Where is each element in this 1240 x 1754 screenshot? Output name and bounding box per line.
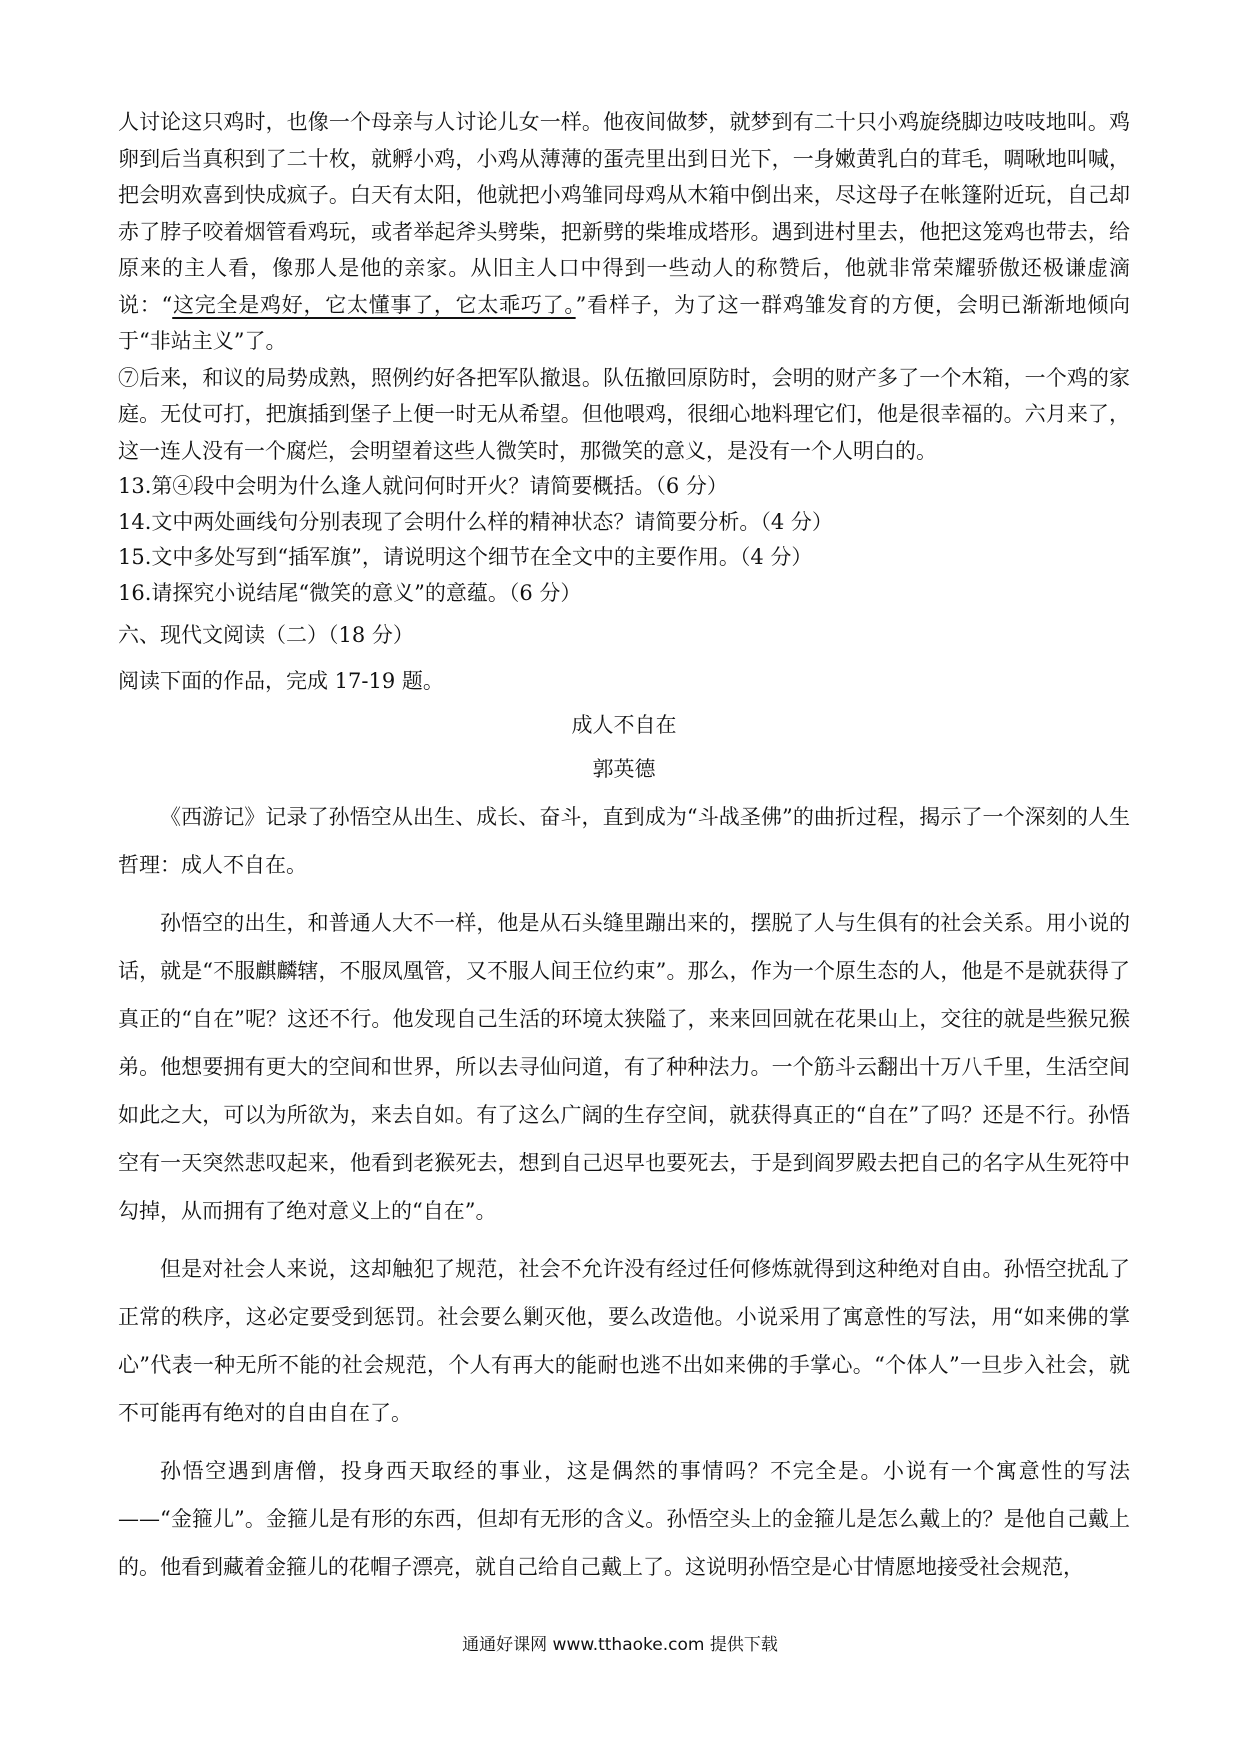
document-page bbox=[118, 104, 1130, 1591]
question-14: 14.文中两处画线句分别表现了会明什么样的精神状态？请简要分析。（4 分） bbox=[118, 509, 833, 534]
continued-story-text bbox=[118, 104, 1130, 469]
article-paragraph: 孙悟空的出生，和普通人大不一样，他是从石头缝里蹦出来的，摆脱了人与生俱有的社会关系。用小说的话，就是“不服麒麟辖，不服凤凰管，又不服人间王位约束”。那么，作为一个原生态的人，他是不是就获得了真正的“自在”呢？这还不行。他发现自己生活的环境太狭隘了，来来回回就在花果山上，交往的就是些猴兄猴弟。他想要拥有更大的空间和世界，所以去寻仙问道，有了种种法力。一个筋斗云翻出十万八千里，生活空间如此之大，可以为所欲为，来去自如。有了这么广阔的生存空间，就获得真正的“自在”了吗？还是不行。孙悟空有一天突然悲叹起来，他看到老猴死去，想到自己迟早也要死去，于是到阎罗殿去把自己的名字从生死符中勾掉，从而拥有了绝对意义上的“自在”。 bbox=[118, 911, 1130, 1223]
story-paragraph-7: ⑦后来，和议的局势成熟，照例约好各把军队撤退。队伍撤回原防时，会明的财产多了一个木箱，一个鸡的家庭。无仗可打，把旗插到堡子上便一时无从希望。但他喂鸡，很细心地料理它们，他是很幸福的。六月来了，这一连人没有一个腐烂，会明望着这些人微笑时，那微笑的意义，是没有一个人明白的。 bbox=[118, 365, 1130, 463]
article-author: 郭英德 bbox=[592, 757, 656, 781]
question-list bbox=[118, 469, 1130, 611]
article-paragraph: 《西游记》记录了孙悟空从出生、成长、奋斗，直到成为“斗战圣佛”的曲折过程，揭示了一个深刻的人生哲理：成人不自在。 bbox=[118, 805, 1130, 877]
question-15: 15.文中多处写到“插军旗”，请说明这个细节在全文中的主要作用。（4 分） bbox=[118, 545, 813, 569]
question-16: 16.请探究小说结尾“微笑的意义”的意蕴。（6 分） bbox=[118, 580, 582, 605]
article-title: 成人不自在 bbox=[571, 713, 677, 737]
article-paragraph: 但是对社会人来说，这却触犯了规范，社会不允许没有经过任何修炼就得到这种绝对自由。孙悟空扰乱了正常的秩序，这必定要受到惩罚。社会要么剿灭他，要么改造他。小说采用了寓意性的写法，用“如来佛的掌心”代表一种无所不能的社会规范，个人有再大的能耐也逃不出如来佛的手掌心。“个体人”一旦步入社会，就不可能再有绝对的自由自在了。 bbox=[118, 1257, 1130, 1425]
article-body bbox=[118, 793, 1130, 1591]
section-heading: 六、现代文阅读（二）（18 分） bbox=[118, 623, 414, 647]
section-instruction: 阅读下面的作品，完成 17-19 题。 bbox=[118, 669, 444, 693]
underlined-sentence: 这完全是鸡好，它太懂事了，它太乖巧了。 bbox=[172, 292, 576, 317]
question-13: 13.第④段中会明为什么逢人就问何时开火？请简要概括。（6 分） bbox=[118, 474, 728, 498]
story-paragraph-6: 人讨论这只鸡时，也像一个母亲与人讨论儿女一样。他夜间做梦，就梦到有二十只小鸡旋绕脚边吱吱地叫。鸡卵到后当真积到了二十枚，就孵小鸡，小鸡从薄薄的蛋壳里出到日光下，一身嫩黄乳白的茸毛，啁啾地叫喊，把会明欢喜到快成疯子。白天有太阳，他就把小鸡雏同母鸡从木箱中倒出来，尽这母子在帐篷附近玩，自己却赤了脖子咬着烟管看鸡玩，或者举起斧头劈柴，把新劈的柴堆成塔形。遇到进村里去，他把这笼鸡也带去，给原来的主人看，像那人是他的亲家。从旧主人口中得到一些动人的称赞后，他就非常荣耀骄傲还极谦虚滴说：“这完全是鸡好，它太懂事了，它太乖巧了。”看样子，为了这一群鸡雏发育的方便，会明已渐渐地倾向于“非站主义”了。 bbox=[118, 110, 1130, 353]
page-footer: 通通好课网 www.tthaoke.com 提供下载 bbox=[462, 1635, 778, 1655]
article-paragraph: 孙悟空遇到唐僧，投身西天取经的事业，这是偶然的事情吗？不完全是。小说有一个寓意性的写法——“金箍儿”。金箍儿是有形的东西，但却有无形的含义。孙悟空头上的金箍儿是怎么戴上的？是他自己戴上的。他看到藏着金箍儿的花帽子漂亮，就自己给自己戴上了。这说明孙悟空是心甘情愿地接受社会规范， bbox=[118, 1459, 1130, 1579]
